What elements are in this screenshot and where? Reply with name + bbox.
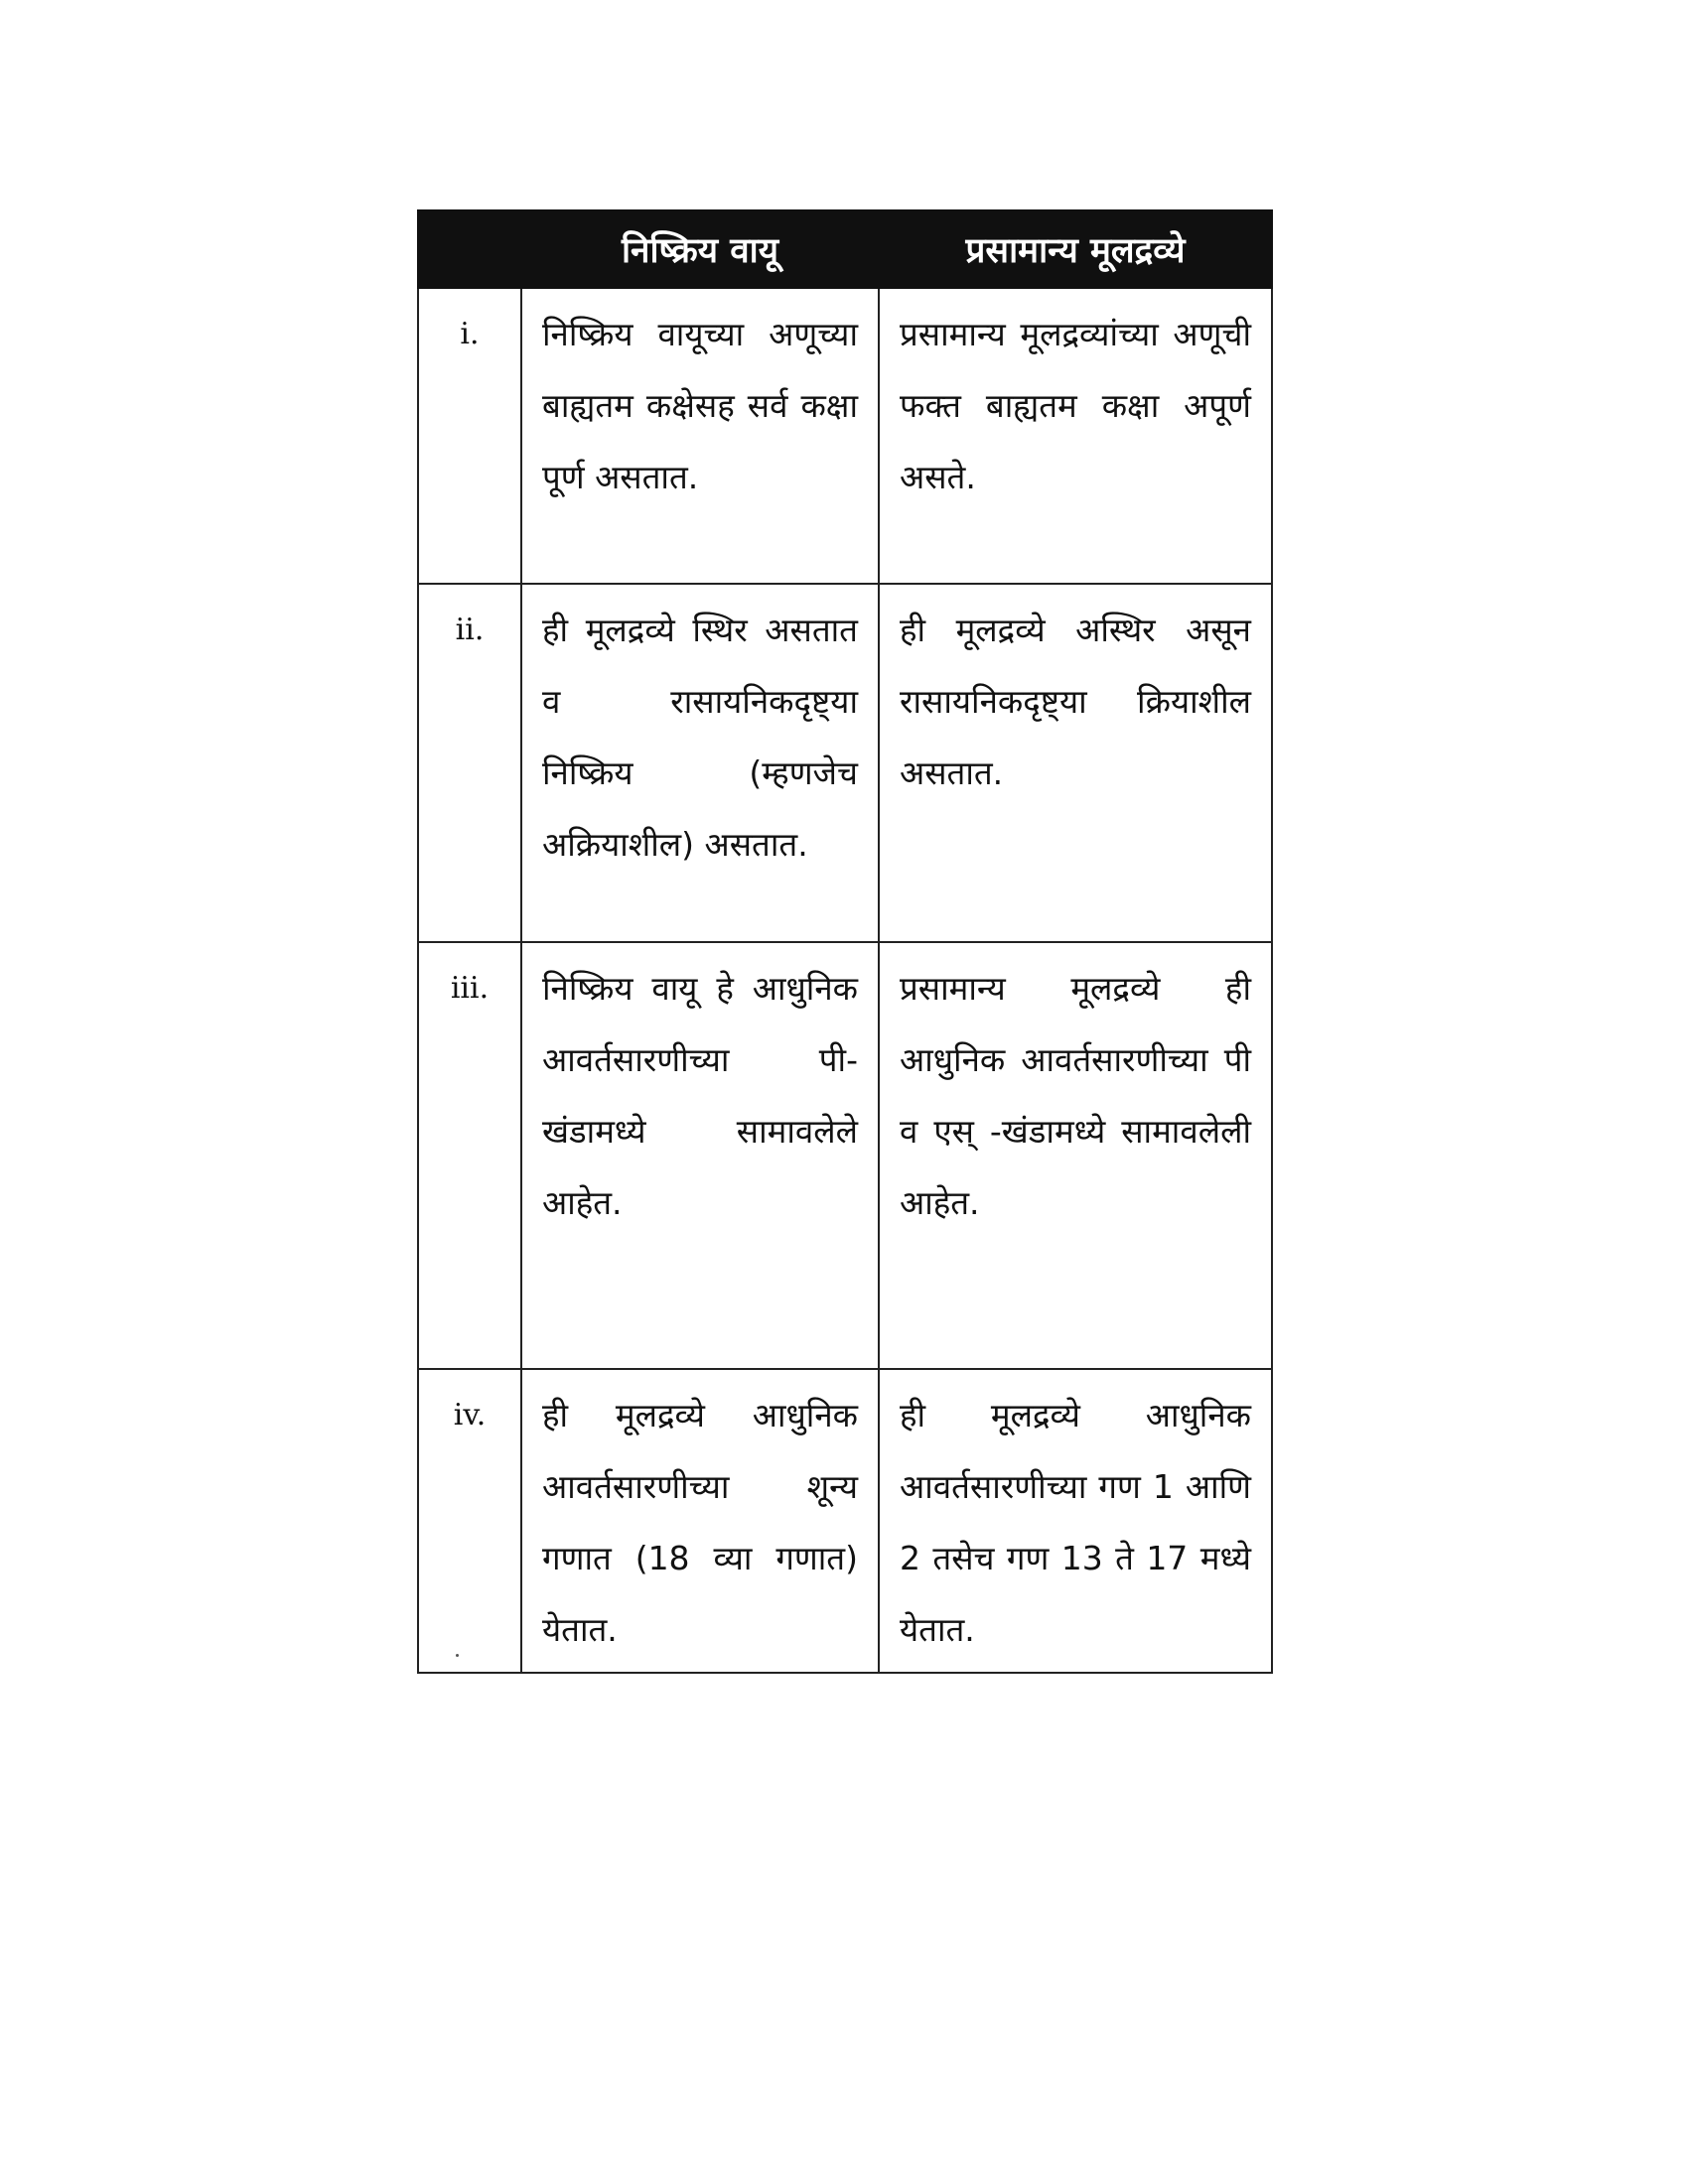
table-row [418, 288, 1272, 584]
normal-element-cell: प्रसामान्य मूलद्रव्ये ही आधुनिक आवर्तसारणीच्या पी व एस् -खंडामध्ये सामावलेली आहेत. [879, 942, 1272, 1369]
table-row [418, 1369, 1272, 1673]
noble-gas-cell: निष्क्रिय वायू हे आधुनिक आवर्तसारणीच्या पी-खंडामध्ये सामावलेले आहेत. [521, 942, 879, 1369]
header-normal-elements: प्रसामान्य मूलद्रव्ये [879, 210, 1272, 288]
table-row [418, 584, 1272, 942]
normal-element-cell: ही मूलद्रव्ये अस्थिर असून रासायनिकदृष्ट्या क्रियाशील असतात. [879, 584, 1272, 942]
noble-gas-cell: ही मूलद्रव्ये आधुनिक आवर्तसारणीच्या शून्य गणात (18 व्या गणात) येतात. [521, 1369, 879, 1673]
row-number: ii. [418, 584, 521, 942]
header-number-cell [418, 210, 521, 288]
noble-gas-cell: ही मूलद्रव्ये स्थिर असतात व रासायनिकदृष्ट्या निष्क्रिय (म्हणजेच अक्रियाशील) असतात. [521, 584, 879, 942]
row-number: iii. [418, 942, 521, 1369]
comparison-table [417, 209, 1273, 1674]
table-header-row [418, 210, 1272, 288]
row-number: iv. [418, 1369, 521, 1673]
noble-gas-cell: निष्क्रिय वायूच्या अणूच्या बाह्यतम कक्षेसह सर्व कक्षा पूर्ण असतात. [521, 288, 879, 584]
header-noble-gases: निष्क्रिय वायू [521, 210, 879, 288]
normal-element-cell: प्रसामान्य मूलद्रव्यांच्या अणूची फक्त बाह्यतम कक्षा अपूर्ण असते. [879, 288, 1272, 584]
scan-speck [456, 1654, 459, 1657]
row-number: i. [418, 288, 521, 584]
table-row [418, 942, 1272, 1369]
normal-element-cell: ही मूलद्रव्ये आधुनिक आवर्तसारणीच्या गण 1 आणि 2 तसेच गण 13 ते 17 मध्ये येतात. [879, 1369, 1272, 1673]
